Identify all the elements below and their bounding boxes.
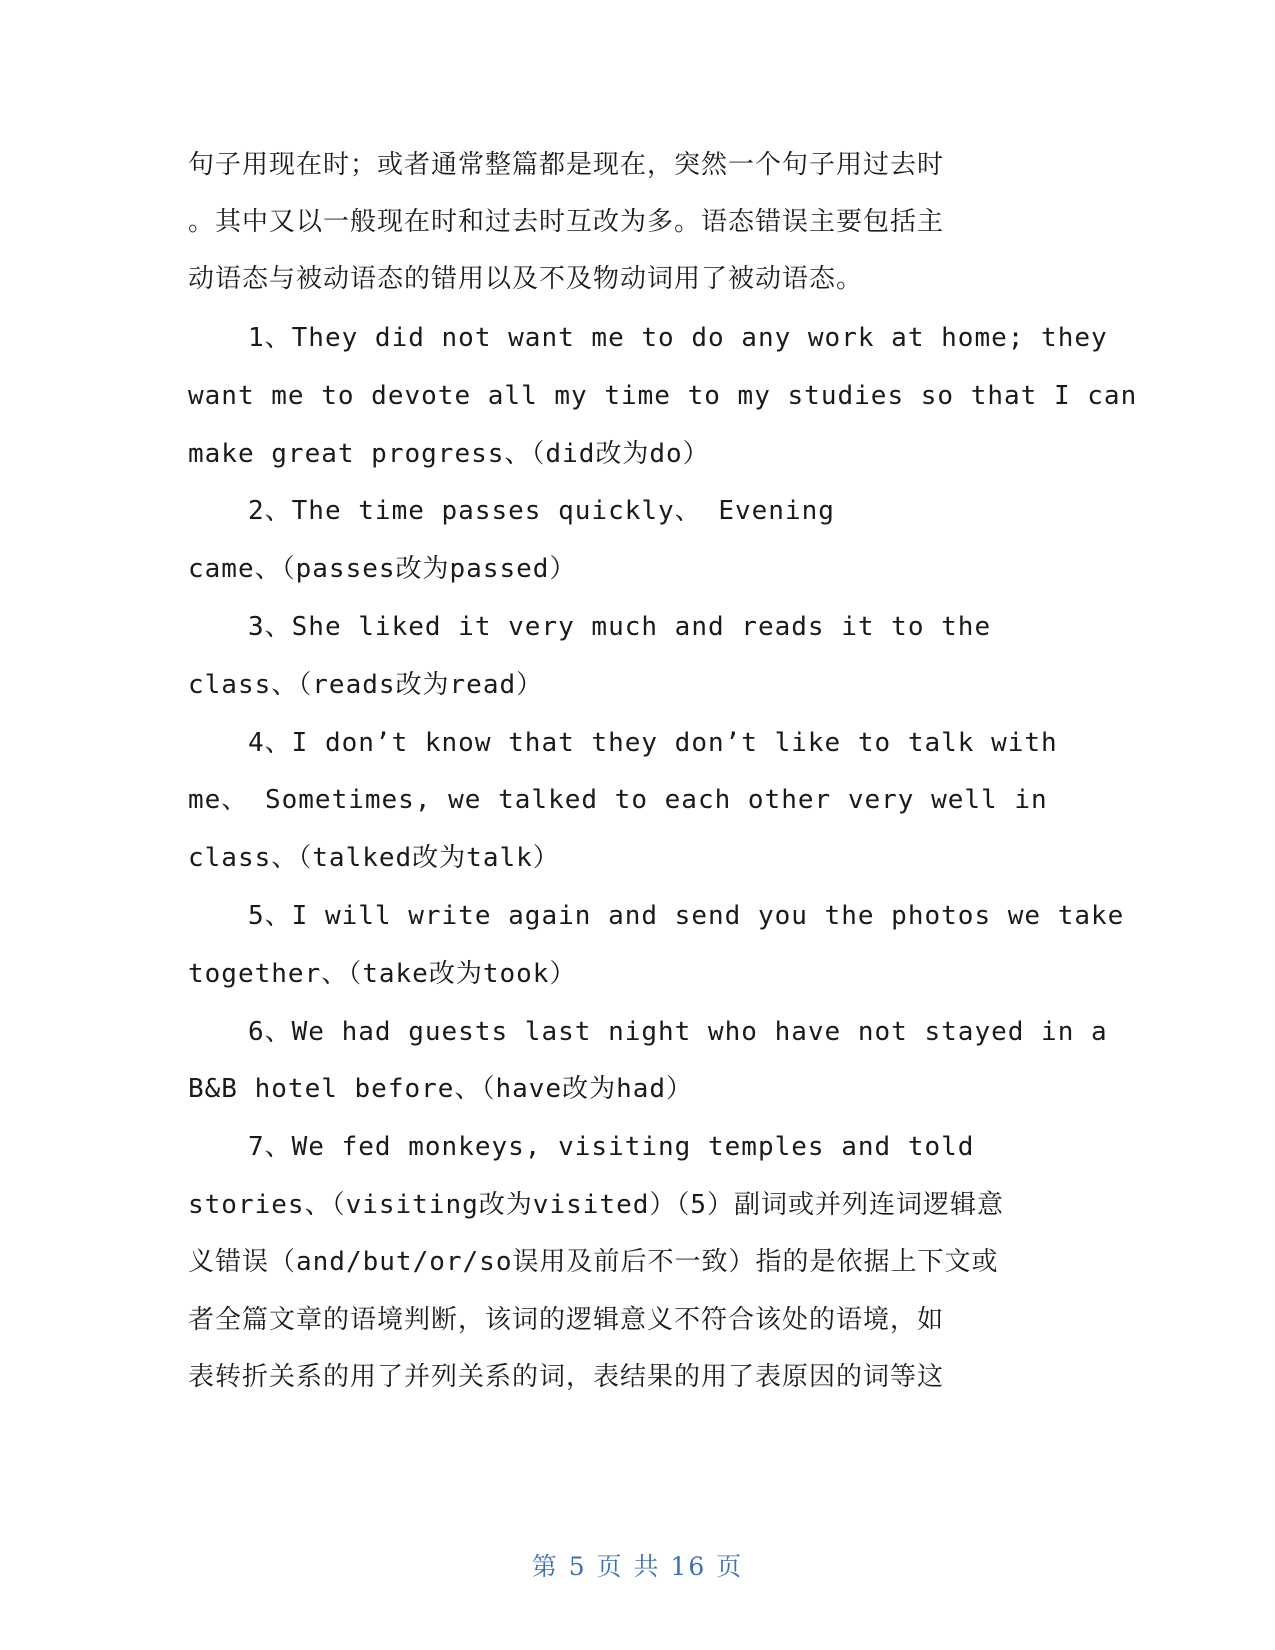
text-line: 动语态与被动语态的错用以及不及物动词用了被动语态。 [188, 264, 864, 294]
text-line: 者全篇文章的语境判断，该词的逻辑意义不符合该处的语境，如 [188, 1305, 945, 1335]
text-line: 。其中又以一般现在时和过去时互改为多。语态错误主要包括主 [188, 207, 945, 237]
example-1-line-3: make great progress、（did改为do） [188, 439, 710, 469]
text-line: 义错误（and/but/or/so误用及前后不一致）指的是依据上下文或 [188, 1247, 999, 1277]
example-2-line-1: 2、The time passes quickly、 Evening [248, 496, 835, 526]
example-1-line-2: want me to devote all my time to my studies so that I can [188, 381, 1138, 411]
example-2-line-2: came、（passes改为passed） [188, 554, 577, 584]
text-line: 句子用现在时；或者通常整篇都是现在，突然一个句子用过去时 [188, 150, 945, 180]
example-5-line-2: together、（take改为took） [188, 959, 577, 989]
text-line: 表转折关系的用了并列关系的词，表结果的用了表原因的词等这 [188, 1362, 945, 1392]
example-7-line-1: 7、We fed monkeys, visiting temples and told [248, 1132, 975, 1162]
example-5-line-1: 5、I will write again and send you the photos we take [248, 901, 1125, 931]
example-4-line-1: 4、I don’t know that they don’t like to talk with [248, 728, 1058, 758]
example-3-line-1: 3、She liked it very much and reads it to the [248, 612, 992, 642]
example-4-line-2: me、 Sometimes, we talked to each other very well in [188, 785, 1048, 815]
example-6-line-2: B&B hotel before、（have改为had） [188, 1074, 694, 1104]
example-4-line-3: class、（talked改为talk） [188, 843, 560, 873]
example-1-line-1: 1、They did not want me to do any work at home; they [248, 323, 1108, 353]
page-number-footer: 第 5 页 共 16 页 [531, 1552, 744, 1581]
example-6-line-1: 6、We had guests last night who have not stayed in a [248, 1017, 1108, 1047]
example-3-line-2: class、（reads改为read） [188, 670, 544, 700]
example-7-line-2: stories、（visiting改为visited）（5）副词或并列连词逻辑意 [188, 1190, 1005, 1220]
